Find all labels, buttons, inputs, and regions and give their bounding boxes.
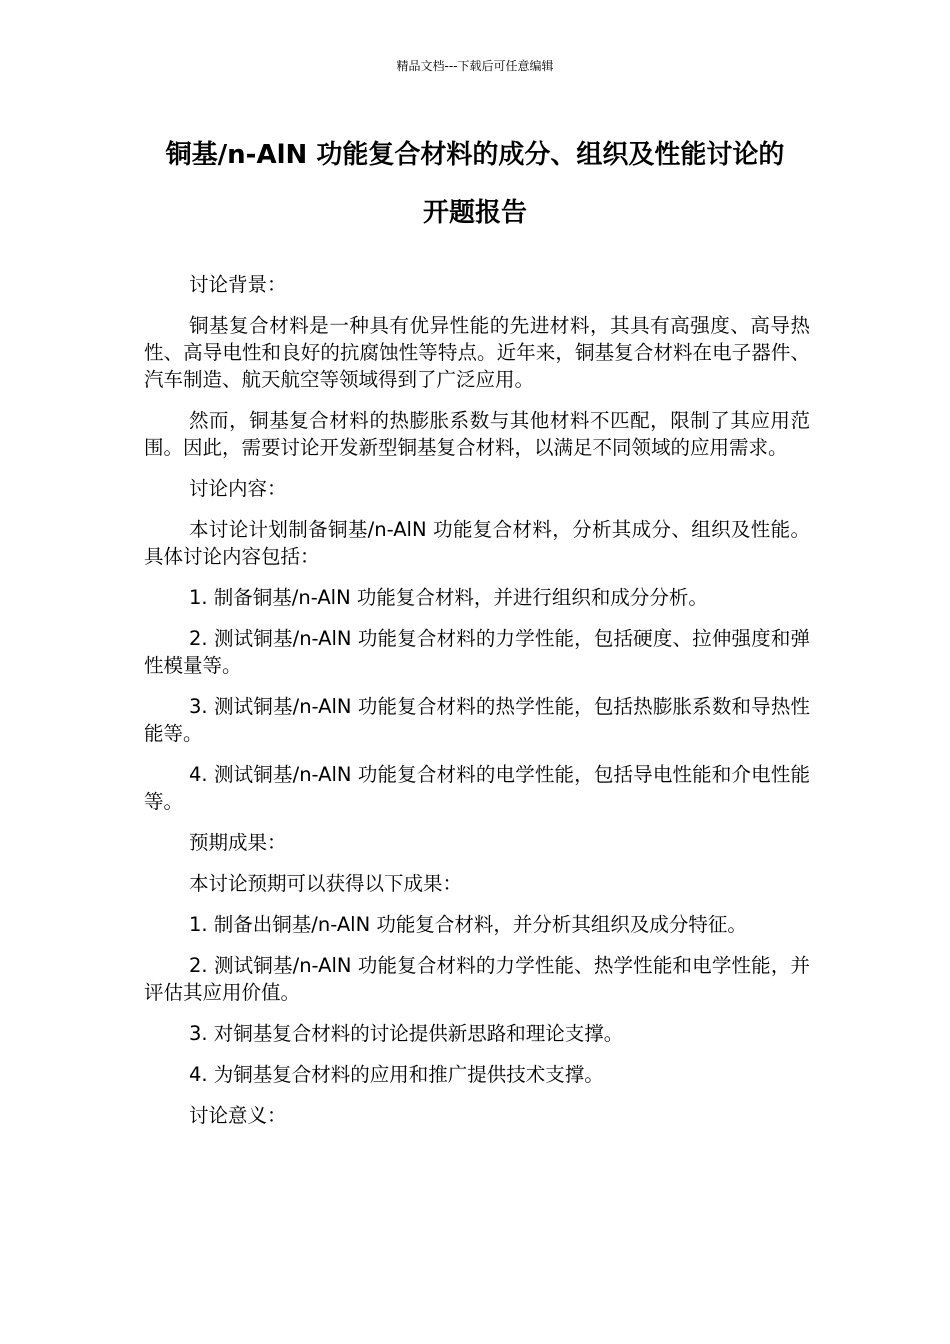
document-title-line-1: 铜基/n-AlN 功能复合材料的成分、组织及性能讨论的 <box>165 140 785 170</box>
list-item: 1. 制备出铜基/n-AlN 功能复合材料，并分析其组织及成分特征。 <box>189 913 747 936</box>
list-item: 2. 测试铜基/n-AlN 功能复合材料的力学性能，包括硬度、拉伸强度和弹性模量等。 <box>144 627 810 677</box>
section-heading-content: 讨论内容： <box>189 477 287 500</box>
list-item: 3. 测试铜基/n-AlN 功能复合材料的热学性能，包括热膨胀系数和导热性能等。 <box>144 695 810 745</box>
body-paragraph: 然而，铜基复合材料的热膨胀系数与其他材料不匹配，限制了其应用范围。因此，需要讨论开发新型铜基复合材料，以满足不同领域的应用需求。 <box>144 409 810 459</box>
document-title-line-2: 开题报告 <box>422 198 527 228</box>
section-heading-expected-results: 预期成果： <box>189 831 287 854</box>
list-item: 2. 测试铜基/n-AlN 功能复合材料的力学性能、热学性能和电学性能，并评估其应用价值。 <box>144 954 810 1004</box>
section-heading-background: 讨论背景： <box>189 273 287 296</box>
body-paragraph: 铜基复合材料是一种具有优异性能的先进材料，其具有高强度、高导热性、高导电性和良好的抗腐蚀性等特点。近年来，铜基复合材料在电子器件、汽车制造、航天航空等领域得到了广泛应用。 <box>144 314 810 391</box>
list-item: 4. 测试铜基/n-AlN 功能复合材料的电学性能，包括导电性能和介电性能等。 <box>144 763 810 813</box>
list-item: 1. 制备铜基/n-AlN 功能复合材料，并进行组织和成分分析。 <box>189 586 708 609</box>
list-item: 3. 对铜基复合材料的讨论提供新思路和理论支撑。 <box>189 1022 624 1045</box>
body-paragraph: 本讨论预期可以获得以下成果： <box>189 872 463 895</box>
document-body <box>144 271 810 1143</box>
list-item: 4. 为铜基复合材料的应用和推广提供技术支撑。 <box>189 1063 604 1086</box>
section-heading-significance: 讨论意义： <box>189 1104 287 1127</box>
page-header: 精品文档---下载后可任意编辑 <box>396 59 554 73</box>
body-paragraph: 本讨论计划制备铜基/n-AlN 功能复合材料，分析其成分、组织及性能。具体讨论内容包括： <box>144 518 810 568</box>
